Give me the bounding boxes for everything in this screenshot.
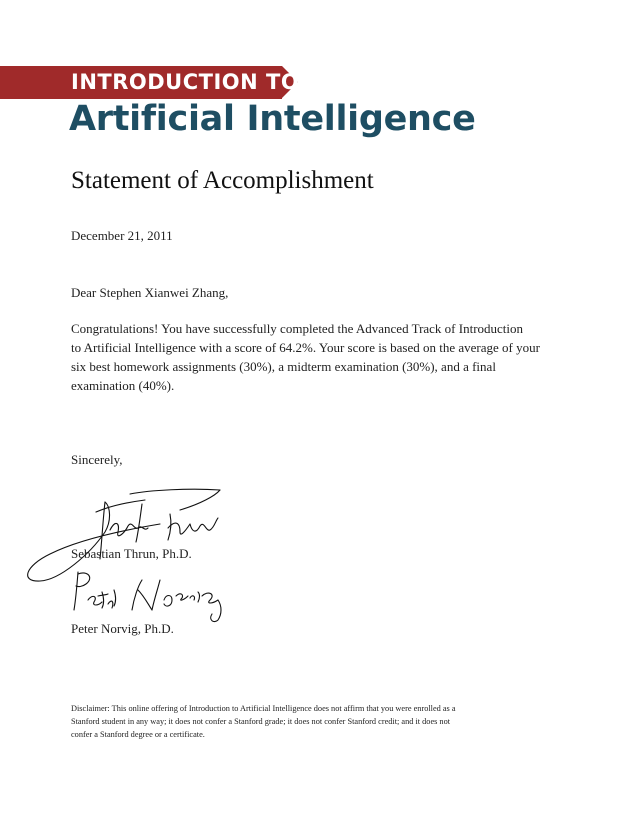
- closing: Sincerely,: [71, 452, 123, 467]
- disclaimer-line: confer a Stanford degree or a certificate.: [71, 730, 205, 739]
- salutation: Dear Stephen Xianwei Zhang,: [71, 285, 229, 300]
- body-line: Congratulations! You have successfully completed the Advanced Track of Introduction: [71, 321, 524, 336]
- body-line: examination (40%).: [71, 378, 175, 393]
- signatory-name: Sebastian Thrun, Ph.D.: [71, 546, 192, 561]
- signatory-name: Peter Norvig, Ph.D.: [71, 621, 174, 636]
- statement-title: Statement of Accomplishment: [71, 167, 374, 194]
- disclaimer-line: Disclaimer: This online offering of Introduction to Artificial Intelligence does not affirm that you were enrolled as a: [71, 704, 456, 713]
- banner-text: INTRODUCTION TO: [71, 70, 300, 94]
- course-title: Artificial Intelligence: [69, 99, 476, 139]
- disclaimer: [71, 702, 561, 741]
- body-line: to Artificial Intelligence with a score of 64.2%. Your score is based on the average of your: [71, 340, 540, 355]
- disclaimer-line: Stanford student in any way; it does not confer a Stanford grade; it does not confer Stanford credit; and it does not: [71, 717, 451, 726]
- body-line: six best homework assignments (30%), a midterm examination (30%), and a final: [71, 359, 496, 374]
- handwritten-signature-norvig-icon: [72, 570, 232, 624]
- body-paragraph: [71, 319, 571, 395]
- certificate-date: December 21, 2011: [71, 228, 173, 243]
